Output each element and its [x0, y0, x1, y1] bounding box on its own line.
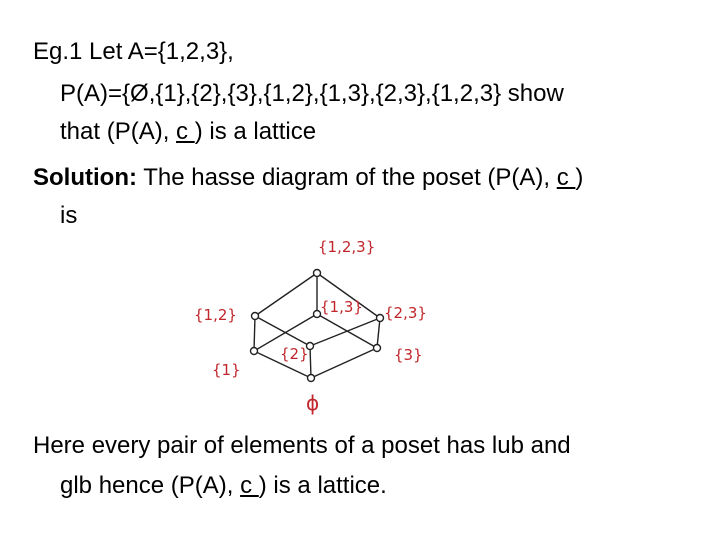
edge-3-bottom	[311, 348, 377, 378]
label-top: {1,2,3}	[318, 238, 376, 256]
label-3: {3}	[394, 346, 423, 364]
example-line3-prefix: that (P(A),	[60, 118, 177, 145]
node-3	[374, 345, 381, 352]
conclusion-text2-suffix: ) is a lattice.	[258, 472, 387, 499]
solution-line2: is	[60, 202, 78, 229]
node-12	[252, 313, 259, 320]
example-line1: Eg.1 Let A={1,2,3},	[33, 38, 234, 65]
edge-top-12	[255, 273, 317, 316]
label-13: {1,3}	[320, 298, 363, 316]
hasse-diagram	[180, 228, 450, 418]
solution-subset-symbol: c	[556, 164, 576, 191]
example-title	[33, 38, 234, 66]
solution-heading	[33, 164, 583, 192]
node-top	[314, 270, 321, 277]
solution-label: Solution:	[33, 164, 137, 191]
label-2: {2}	[280, 345, 309, 363]
label-1: {1}	[212, 361, 241, 379]
edge-23-3	[377, 318, 380, 348]
conclusion-text2-prefix: glb hence (P(A),	[60, 472, 241, 499]
subset-symbol: c	[176, 118, 195, 145]
hasse-edges	[254, 273, 380, 378]
node-23	[377, 315, 384, 322]
example-line3-suffix: ) is a lattice	[194, 118, 317, 145]
solution-text-prefix: The hasse diagram of the poset (P(A),	[136, 164, 557, 191]
conclusion-line2	[60, 472, 387, 500]
powerset-definition	[60, 80, 564, 108]
conclusion-line1	[33, 432, 571, 460]
edge-2-bottom	[310, 346, 311, 378]
solution-continuation	[60, 202, 77, 230]
hasse-labels	[194, 238, 427, 415]
edge-23-2	[310, 318, 380, 346]
example-line2: P(A)={Ø,{1},{2},{3},{1,2},{1,3},{2,3},{1,2,3} show	[60, 80, 564, 107]
edge-12-1	[254, 316, 255, 351]
conclusion-text1: Here every pair of elements of a poset has lub and	[33, 432, 571, 459]
label-23: {2,3}	[384, 304, 427, 322]
solution-text-suffix: )	[575, 164, 584, 191]
conclusion-subset-symbol: c	[240, 472, 259, 499]
node-bottom	[308, 375, 315, 382]
label-bottom: ϕ	[306, 391, 320, 415]
example-goal	[60, 118, 316, 146]
node-1	[251, 348, 258, 355]
edge-12-2	[255, 316, 310, 346]
label-12: {1,2}	[194, 306, 237, 324]
